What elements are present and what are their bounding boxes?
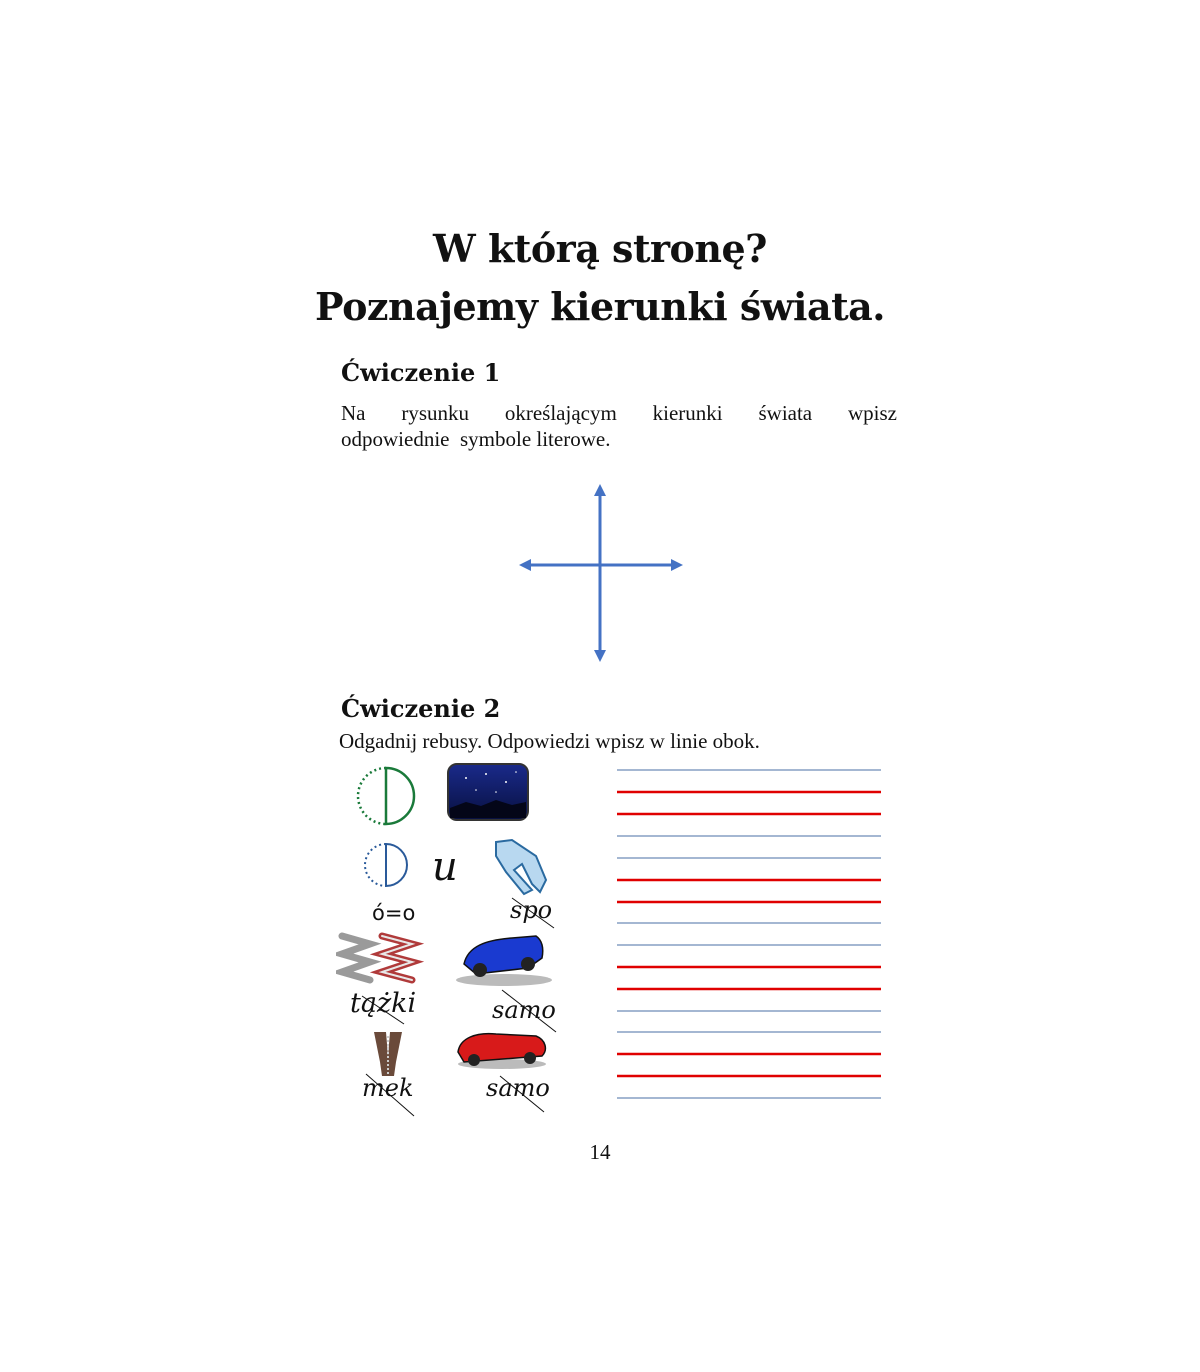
rebus-pictures	[336, 760, 576, 1120]
answer-line-group-2[interactable]	[617, 858, 881, 923]
exercise1-line2: odpowiednie symbole literowe.	[341, 427, 611, 451]
answer-line-group-3[interactable]	[617, 945, 881, 1011]
page-number: 14	[589, 1140, 611, 1164]
exercise1-instructions	[341, 400, 897, 452]
springs-icon	[342, 936, 412, 980]
zipper-icon	[374, 1032, 402, 1076]
word: rysunku	[401, 401, 470, 425]
answer-lines	[617, 760, 883, 1102]
blue-car-icon	[456, 936, 552, 986]
word: wpisz	[847, 401, 897, 425]
answer-line-group-1[interactable]	[617, 770, 881, 836]
rebus2-left-caption: ó=o	[372, 901, 416, 925]
rebus4-right-caption: samo	[486, 1074, 550, 1102]
exercise2-heading: Ćwiczenie 2	[341, 694, 501, 723]
word: Na	[341, 401, 366, 425]
exercise1-heading: Ćwiczenie 1	[341, 358, 501, 387]
rebus2-right-caption: spo	[510, 896, 553, 924]
rebus4-left-caption: mek	[362, 1074, 414, 1102]
word: kierunki	[652, 401, 723, 425]
night-sky-icon	[448, 764, 528, 820]
red-car-icon	[458, 1034, 546, 1069]
word: określającym	[504, 401, 617, 425]
half-circle-icon	[365, 844, 407, 886]
page-subtitle: Poznajemy kierunki świata.	[315, 284, 885, 329]
answer-line-group-4[interactable]	[617, 1032, 881, 1098]
compass-cross-icon	[515, 480, 687, 666]
half-circle-icon	[358, 768, 414, 824]
exercise2-instructions: Odgadnij rebusy. Odpowiedzi wpisz w linie obok.	[339, 729, 760, 753]
word: świata	[758, 401, 813, 425]
page-title: W którą stronę?	[433, 226, 767, 271]
trousers-icon	[496, 840, 546, 894]
rebus2-letter: u	[432, 844, 458, 890]
rebus3-left-caption: tążki	[350, 988, 417, 1019]
rebus3-right-caption: samo	[492, 996, 556, 1024]
exercise1-line1	[341, 400, 897, 426]
